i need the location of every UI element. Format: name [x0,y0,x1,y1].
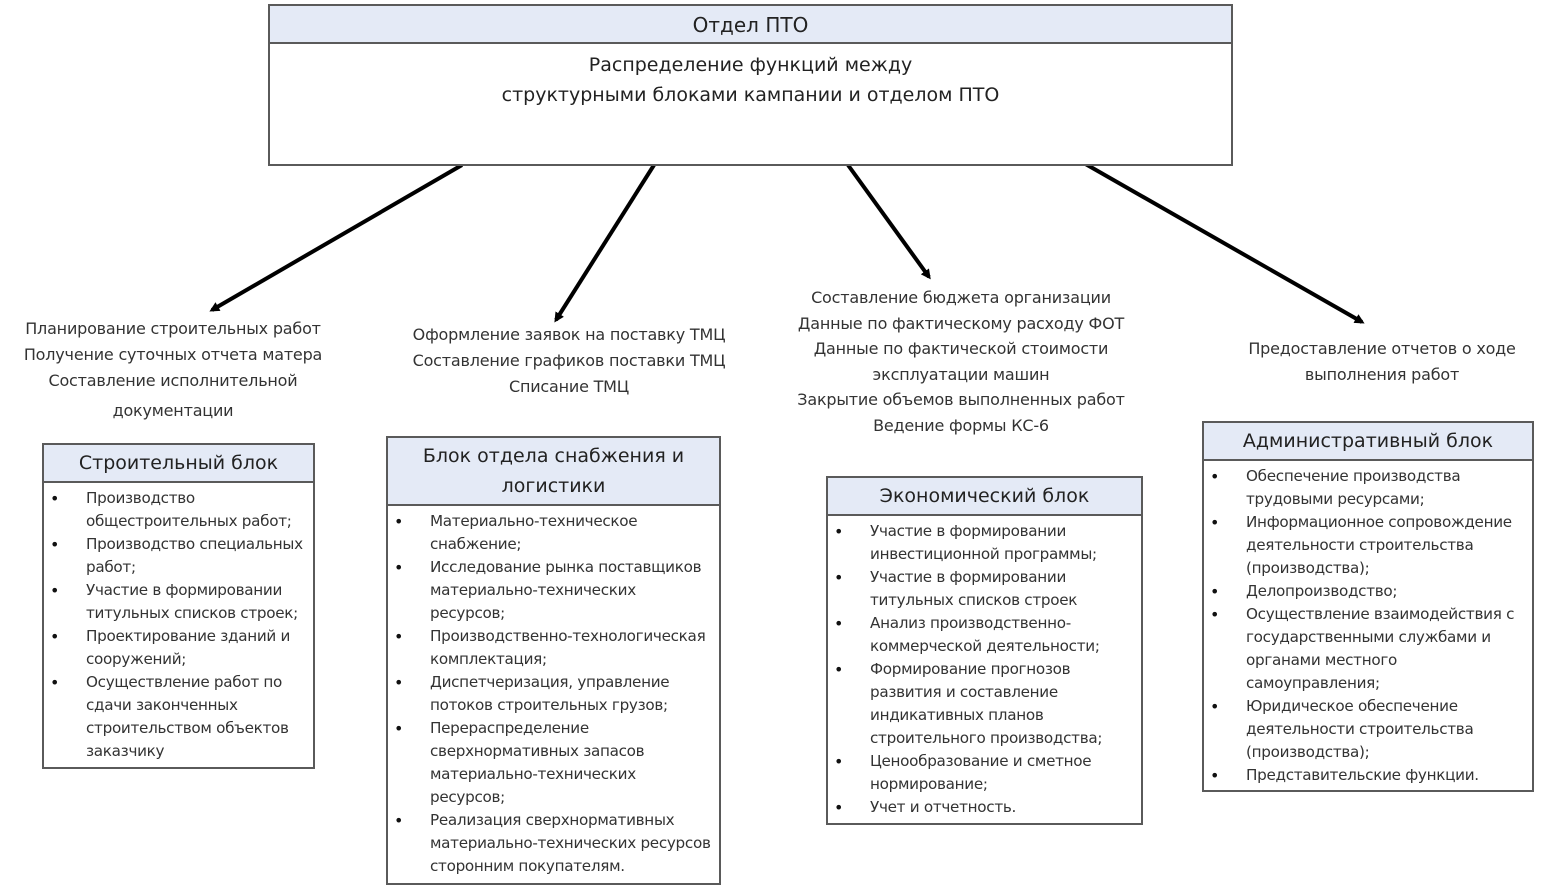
list-item: • Диспетчеризация, управление потоков строительных грузов; [388,671,715,717]
function-line: Данные по фактическому расходу ФОТ [797,313,1125,333]
function-line: выполнения работ [1304,365,1460,384]
function-line: эксплуатации машин [872,364,1050,384]
list-item: • Материально-техническое снабжение; [388,510,715,556]
administrative-block-title: Административный блок [1204,423,1532,461]
list-item: • Обеспечение производства трудовыми ресурсами; [1204,465,1528,511]
pto-department-box [268,4,1233,166]
list-item: • Проектирование зданий и сооружений; [44,625,309,671]
construction-block-title: Строительный блок [44,445,313,483]
list-item: • Делопроизводство; [1204,580,1528,603]
function-line: Получение суточных отчета матера [23,345,323,364]
list-item: • Осуществление работ по сдачи законченных строительством объектов заказчику [44,671,309,763]
function-line: Списание ТМЦ [508,377,630,396]
function-line: Составление исполнительной [48,371,298,390]
list-item: • Формирование прогнозов развития и составление индикативных планов строительного производства; [828,658,1137,750]
functions-admin [1224,336,1540,388]
list-item: • Представительские функции. [1204,764,1528,787]
supply-logistics-block-list [388,506,719,882]
subtitle-line: Распределение функций между [588,54,913,76]
list-item: • Осуществление взаимодействия с государственными службами и органами местного самоуправления; [1204,603,1528,695]
list-item: • Производство общестроительных работ; [44,487,309,533]
economic-block-title: Экономический блок [828,478,1141,516]
function-line: Планирование строительных работ [25,319,321,338]
list-item: • Реализация сверхнормативных материально-технических ресурсов сторонним покупателям. [388,809,715,878]
function-line: Ведение формы КС-6 [873,415,1049,435]
function-line: Предоставление отчетов о ходе [1248,339,1516,358]
arrow-to-construction [212,165,462,310]
list-item: • Производственно-технологическая комплектация; [388,625,715,671]
list-item: • Ценообразование и сметное нормирование; [828,750,1137,796]
arrow-to-supply [556,165,654,320]
function-line: Составление бюджета организации [811,288,1111,307]
pto-department-title: Отдел ПТО [270,6,1231,44]
function-line: Данные по фактической стоимости [813,339,1109,358]
construction-block [42,443,315,769]
administrative-block [1202,421,1534,792]
functions-supply [388,322,750,400]
supply-logistics-block [386,436,721,885]
list-item: • Перераспределение сверхнормативных запасов материально-технических ресурсов; [388,717,715,809]
economic-block [826,476,1143,825]
supply-logistics-block-title: Блок отдела снабжения и логистики [388,438,719,506]
list-item: • Юридическое обеспечение деятельности строительства (производства); [1204,695,1528,764]
list-item: • Участие в формировании инвестиционной программы; [828,520,1137,566]
list-item: • Анализ производственно-коммерческой деятельности; [828,612,1137,658]
list-item: • Участие в формировании титульных списков строек [828,566,1137,612]
economic-block-list [828,516,1141,823]
functions-construction [4,316,342,424]
function-line: документации [112,401,234,420]
list-item: • Участие в формировании титульных списков строек; [44,579,309,625]
function-line: Оформление заявок на поставку ТМЦ [412,325,726,344]
construction-block-list [44,483,313,767]
functions-economic [770,285,1152,438]
administrative-block-list [1204,461,1532,791]
list-item: • Информационное сопровождение деятельности строительства (производства); [1204,511,1528,580]
function-line: Закрытие объемов выполненных работ [797,390,1125,409]
list-item: • Учет и отчетность. [828,796,1137,819]
list-item: • Исследование рынка поставщиков материально-технических ресурсов; [388,556,715,625]
function-line: Составление графиков поставки ТМЦ [412,351,726,370]
arrow-to-economic [848,165,929,277]
list-item: • Производство специальных работ; [44,533,309,579]
subtitle-line: структурными блоками кампании и отделом ПТО [501,84,1000,106]
pto-department-subtitle [270,44,1231,110]
